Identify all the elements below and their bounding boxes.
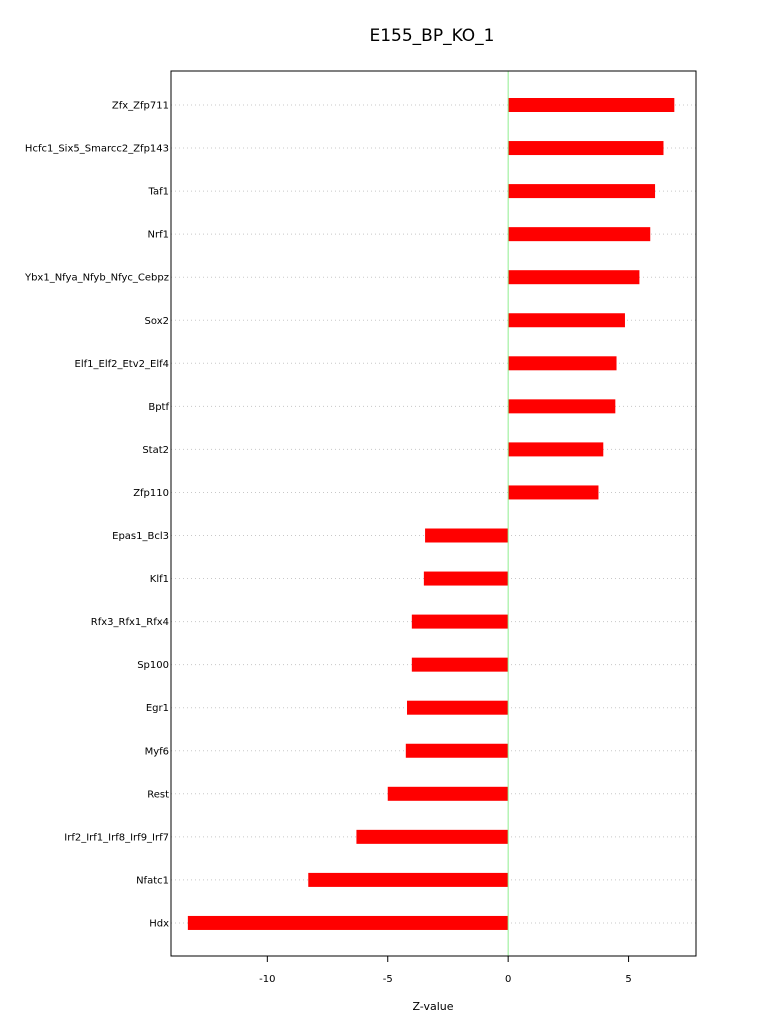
x-axis [259, 956, 632, 985]
bar-sp100 [412, 658, 508, 672]
bar-stat2 [508, 442, 603, 456]
chart-title: E155_BP_KO_1 [369, 26, 495, 46]
category-label: Hcfc1_Six5_Smarcc2_Zfp143 [24, 143, 169, 155]
category-label: Nrf1 [147, 229, 169, 241]
bar-nfatc1 [308, 873, 508, 887]
x-tick-label: -10 [259, 974, 276, 985]
category-label: Zfp110 [133, 487, 169, 499]
category-label: Bptf [148, 401, 169, 413]
category-label: Epas1_Bcl3 [112, 531, 169, 542]
bars [188, 98, 674, 930]
category-label: Elf1_Elf2_Etv2_Elf4 [74, 358, 169, 370]
category-label: Irf2_Irf1_Irf8_Irf9_Irf7 [64, 832, 169, 844]
bar-nrf1 [508, 227, 650, 241]
bar-rfx3_rfx1_rfx4 [412, 615, 508, 629]
category-label: Klf1 [149, 574, 169, 586]
bar-epas1_bcl3 [425, 529, 508, 543]
category-label: Hdx [149, 918, 169, 930]
x-axis-title: Z-value [412, 1000, 454, 1013]
category-label: Myf6 [144, 746, 169, 758]
category-label: Sp100 [137, 660, 169, 672]
bar-hcfc1_six5_smarcc2_zfp143 [508, 141, 663, 155]
bar-ybx1_nfya_nfyb_nfyc_cebpz [508, 270, 639, 284]
category-label: Sox2 [144, 315, 169, 327]
category-label: Stat2 [142, 444, 169, 456]
category-label: Rfx3_Rfx1_Rfx4 [90, 617, 169, 629]
category-label: Egr1 [145, 703, 169, 715]
bar-sox2 [508, 313, 625, 327]
category-label: Taf1 [148, 186, 169, 198]
plot-frame [171, 71, 696, 956]
bar-bptf [508, 399, 615, 413]
category-label: Zfx_Zfp711 [111, 100, 169, 112]
bar-irf2_irf1_irf8_irf9_irf7 [356, 830, 508, 844]
bar-klf1 [424, 572, 508, 586]
bar-myf6 [406, 744, 508, 758]
bar-rest [388, 787, 508, 801]
bar-zfp110 [508, 485, 598, 499]
bar-elf1_elf2_etv2_elf4 [508, 356, 616, 370]
category-label: Rest [147, 789, 169, 801]
bar-egr1 [407, 701, 508, 715]
bar-hdx [188, 916, 508, 930]
x-tick-label: 0 [504, 974, 512, 985]
category-label: Nfatc1 [136, 875, 169, 887]
x-tick-label: 5 [625, 974, 632, 985]
category-labels [24, 101, 170, 930]
bar-taf1 [508, 184, 655, 198]
x-tick-label: -5 [382, 974, 393, 985]
bar-zfx_zfp711 [508, 98, 674, 112]
category-label: Ybx1_Nfya_Nfyb_Nfyc_Cebpz [24, 272, 169, 284]
